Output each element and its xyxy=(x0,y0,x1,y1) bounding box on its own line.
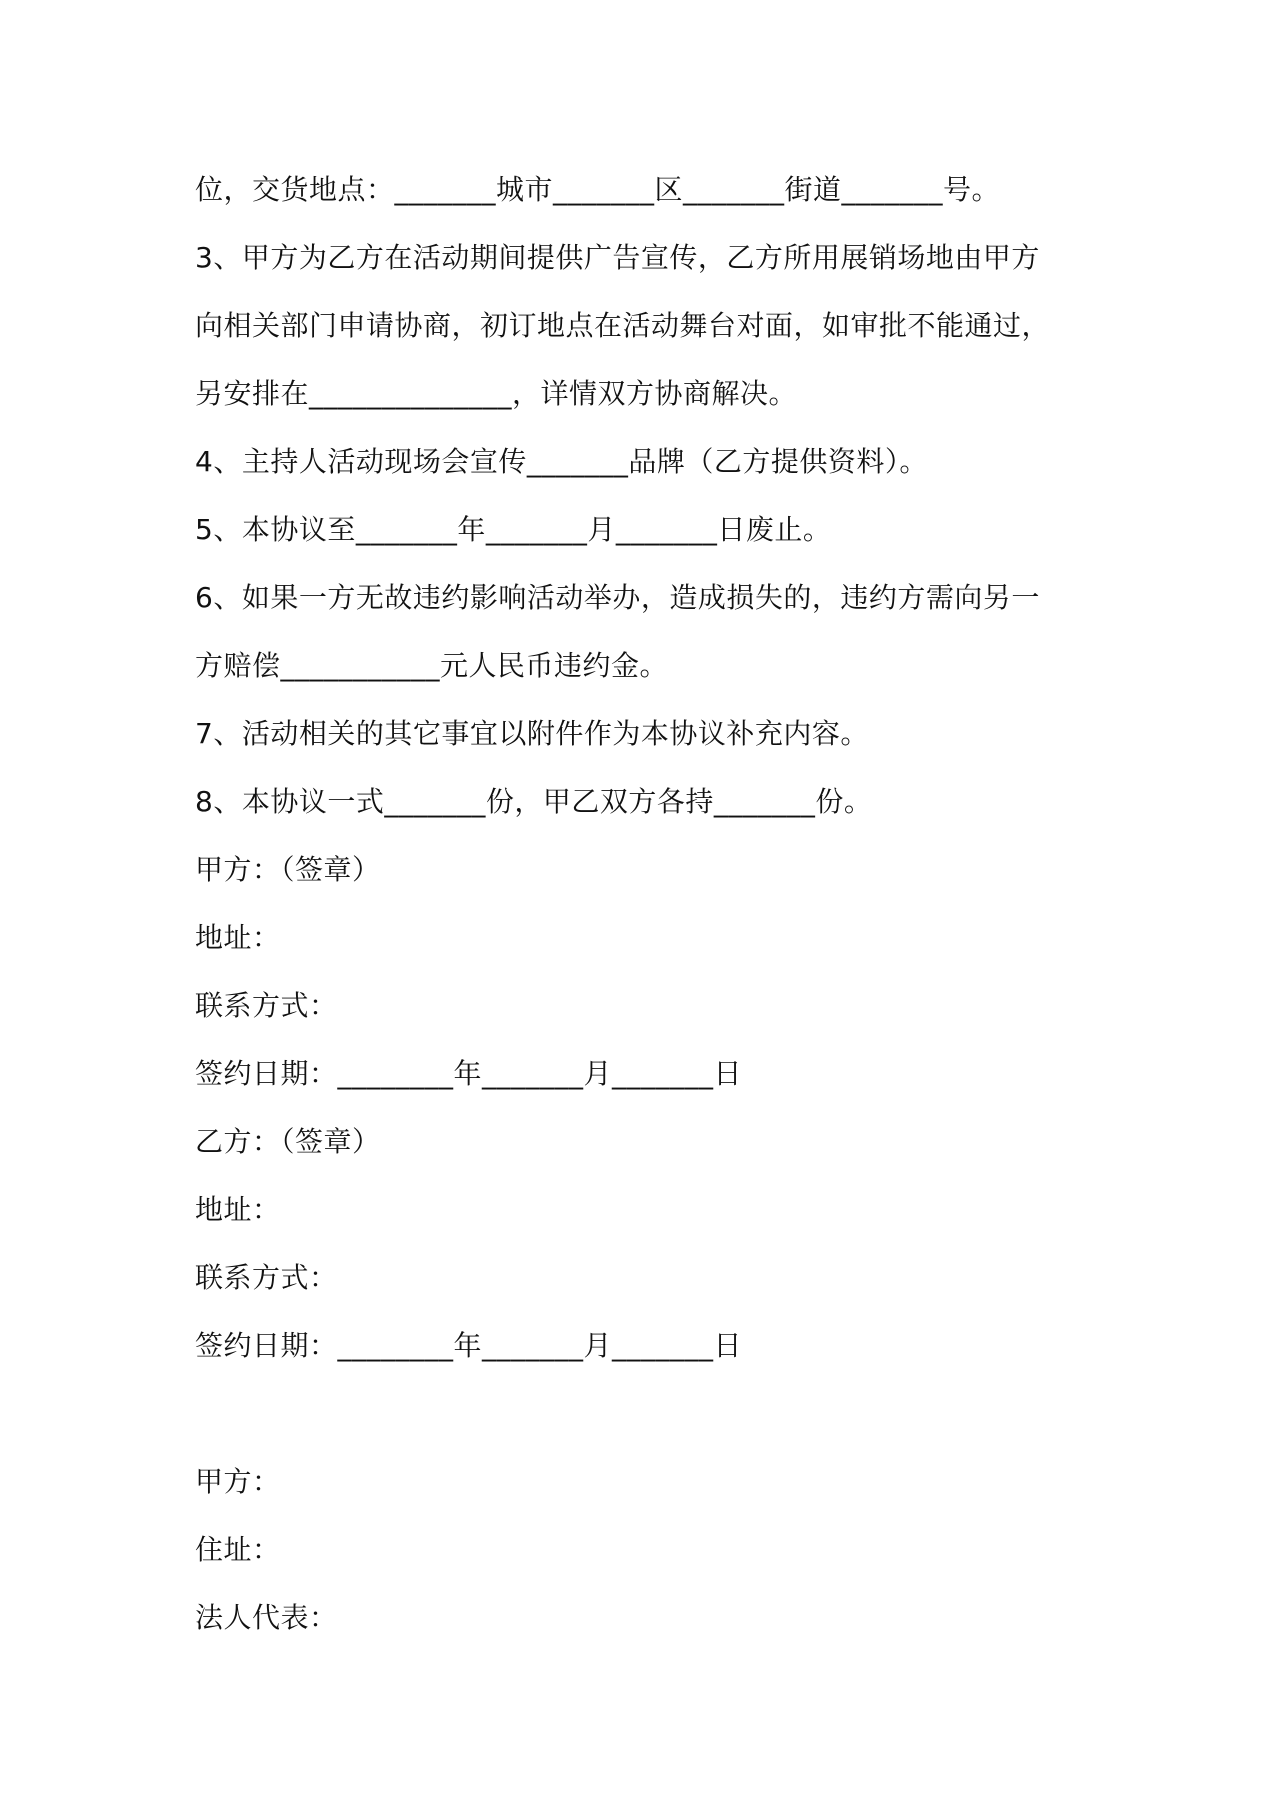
clause-8-line: 8、本协议一式_______份，甲乙双方各持_______份。 xyxy=(195,785,873,818)
clause-6-line-1: 6、如果一方无故违约影响活动举办，造成损失的，违约方需向另一 xyxy=(195,581,1040,614)
party-b-address-label: 地址： xyxy=(195,1193,281,1226)
party-a-contact-label: 联系方式： xyxy=(195,989,338,1022)
residence-address-label: 住址： xyxy=(195,1533,281,1566)
party-a-signature-label: 甲方：（签章） xyxy=(195,853,381,886)
party-b-signature-label: 乙方：（签章） xyxy=(195,1125,381,1158)
clause-7-line: 7、活动相关的其它事宜以附件作为本协议补充内容。 xyxy=(195,717,869,750)
party-a-address-label: 地址： xyxy=(195,921,281,954)
party-b-sign-date-line: 签约日期：________年_______月_______日 xyxy=(195,1329,743,1362)
clause-3-line-2: 向相关部门申请协商，初订地点在活动舞台对面，如审批不能通过， xyxy=(195,309,1051,342)
party-b-contact-label: 联系方式： xyxy=(195,1261,338,1294)
party-a-label: 甲方： xyxy=(195,1465,281,1498)
delivery-location-line: 位，交货地点：_______城市_______区_______街道_______号。 xyxy=(195,173,1001,206)
clause-6-line-2: 方赔偿___________元人民币违约金。 xyxy=(195,649,669,682)
clause-3-line-1: 3、甲方为乙方在活动期间提供广告宣传，乙方所用展销场地由甲方 xyxy=(195,241,1040,274)
clause-5-line: 5、本协议至_______年_______月_______日废止。 xyxy=(195,513,832,546)
clause-3-line-3: 另安排在______________，详情双方协商解决。 xyxy=(195,377,798,410)
legal-representative-label: 法人代表： xyxy=(195,1601,338,1634)
party-a-sign-date-line: 签约日期：________年_______月_______日 xyxy=(195,1057,743,1090)
clause-4-line: 4、主持人活动现场会宣传_______品牌（乙方提供资料）。 xyxy=(195,445,928,478)
